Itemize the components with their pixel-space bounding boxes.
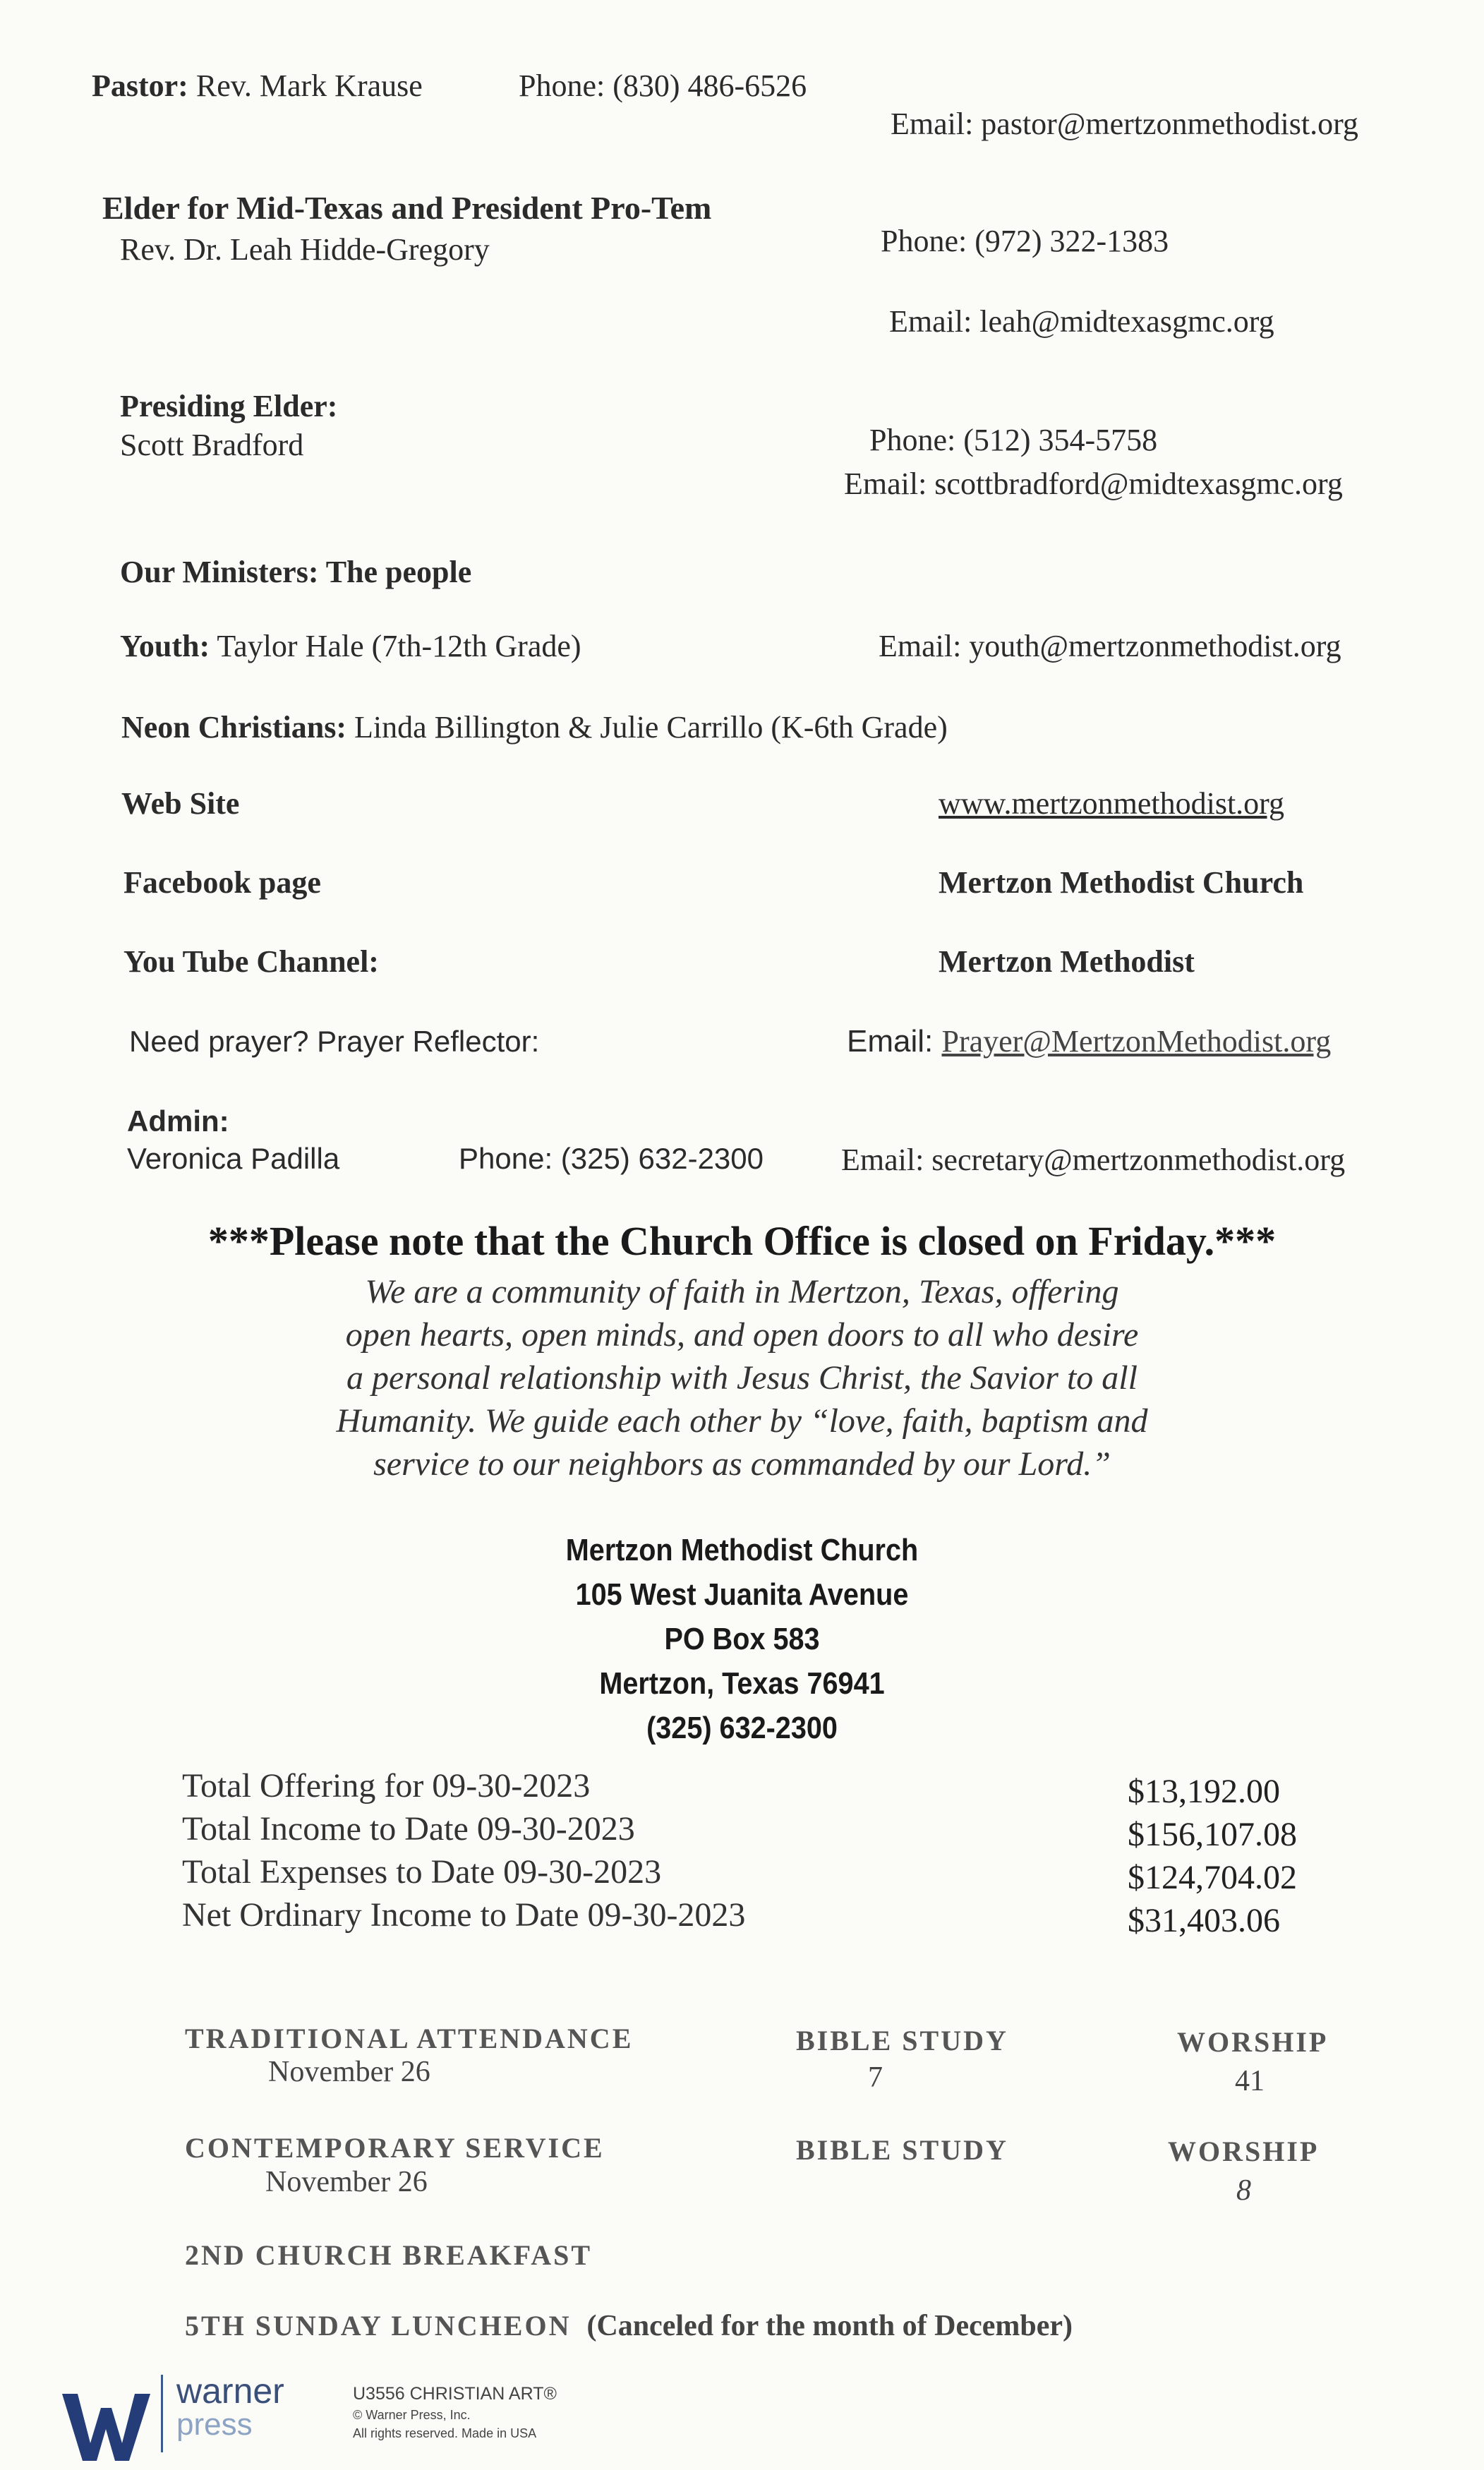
finance-value: $156,107.08	[1128, 1816, 1297, 1853]
elder-phone: Phone: (972) 322-1383	[881, 224, 1169, 258]
contemporary-bible-label: BIBLE STUDY	[796, 2134, 1008, 2166]
youth-name: Taylor Hale (7th-12th Grade)	[217, 629, 581, 663]
finance-label: Total Offering for 09-30-2023	[182, 1767, 591, 1805]
neon-names: Linda Billington & Julie Carrillo (K-6th Grade)	[354, 710, 948, 745]
address-po-box: PO Box 583	[664, 1622, 820, 1656]
address-city: Mertzon, Texas 76941	[599, 1666, 885, 1701]
elder-email: Email: leah@midtexasgmc.org	[889, 304, 1274, 339]
facebook-value: Mertzon Methodist Church	[939, 865, 1304, 900]
presiding-elder-name: Scott Bradford	[120, 428, 304, 462]
finance-value: $13,192.00	[1128, 1773, 1280, 1810]
pastor-phone: Phone: (830) 486-6526	[519, 68, 807, 103]
address-street: 105 West Juanita Avenue	[575, 1577, 909, 1612]
mission-line: open hearts, open minds, and open doors to all who desire	[345, 1316, 1139, 1354]
contemporary-date: November 26	[265, 2166, 428, 2198]
ministers-label: Our Ministers: The people	[120, 555, 472, 589]
finance-value: $124,704.02	[1128, 1859, 1297, 1896]
elder-label: Elder for Mid-Texas and President Pro-Tem	[102, 190, 712, 226]
finance-value: $31,403.06	[1128, 1902, 1280, 1939]
finance-label: Total Expenses to Date 09-30-2023	[182, 1853, 662, 1891]
contemporary-worship-label: WORSHIP	[1168, 2135, 1320, 2167]
prayer-email-link[interactable]: Prayer@MertzonMethodist.org	[941, 1024, 1332, 1059]
luncheon-note: (Canceled for the month of December)	[586, 2310, 1073, 2342]
youth-label: Youth:	[120, 629, 210, 663]
finance-label: Total Income to Date 09-30-2023	[182, 1810, 635, 1848]
admin-phone: Phone: (325) 632-2300	[459, 1142, 764, 1175]
elder-name: Rev. Dr. Leah Hidde-Gregory	[120, 232, 490, 267]
youtube-label: You Tube Channel:	[123, 944, 379, 979]
address-phone: (325) 632-2300	[646, 1711, 838, 1745]
address-church-name: Mertzon Methodist Church	[565, 1533, 919, 1567]
prayer-email-prefix: Email:	[847, 1024, 934, 1059]
copyright-line: © Warner Press, Inc.	[353, 2408, 471, 2422]
traditional-date: November 26	[268, 2056, 430, 2088]
warner-press-wordmark	[176, 2373, 284, 2440]
prayer-email-row	[847, 1023, 1331, 1059]
brand-word: warner	[176, 2371, 284, 2411]
admin-label: Admin:	[127, 1104, 229, 1138]
pastor-label: Pastor:	[92, 68, 188, 103]
rights-line: All rights reserved. Made in USA	[353, 2426, 537, 2440]
logo-divider	[161, 2375, 163, 2452]
contemporary-title: CONTEMPORARY SERVICE	[185, 2132, 605, 2164]
neon-row	[121, 709, 948, 745]
mission-line: service to our neighbors as commanded by our Lord.”	[373, 1445, 1111, 1483]
admin-email: Email: secretary@mertzonmethodist.org	[841, 1143, 1346, 1177]
website-label: Web Site	[121, 786, 240, 821]
youth-email: Email: youth@mertzonmethodist.org	[879, 629, 1341, 663]
facebook-label: Facebook page	[123, 865, 321, 900]
mission-line: Humanity. We guide each other by “love, faith, baptism and	[336, 1402, 1148, 1440]
youtube-value: Mertzon Methodist	[939, 944, 1195, 979]
admin-name: Veronica Padilla	[127, 1142, 340, 1175]
mission-line: a personal relationship with Jesus Christ, the Savior to all	[346, 1359, 1138, 1397]
pastor-row	[92, 68, 423, 104]
church-address	[74, 1528, 1410, 1750]
neon-label: Neon Christians:	[121, 710, 347, 745]
youth-row	[120, 628, 581, 664]
luncheon-row	[185, 2309, 1073, 2343]
finance-labels	[182, 1764, 745, 1936]
office-closed-notice: ***Please note that the Church Office is closed on Friday.***	[207, 1218, 1277, 1264]
presiding-elder-label: Presiding Elder:	[120, 389, 338, 423]
finance-values	[1128, 1770, 1297, 1942]
contemporary-worship-value: 8	[1236, 2174, 1251, 2207]
prayer-label: Need prayer? Prayer Reflector:	[129, 1025, 540, 1058]
traditional-bible-label: BIBLE STUDY	[796, 2025, 1008, 2056]
brand-sub: press	[176, 2407, 253, 2442]
church-breakfast: 2ND CHURCH BREAKFAST	[185, 2239, 593, 2271]
product-code: U3556 CHRISTIAN ART®	[353, 2384, 557, 2404]
traditional-bible-value: 7	[868, 2061, 883, 2094]
traditional-worship-label: WORSHIP	[1177, 2026, 1329, 2058]
mission-line: We are a community of faith in Mertzon, Texas, offering	[365, 1273, 1119, 1311]
traditional-title: TRADITIONAL ATTENDANCE	[185, 2023, 634, 2054]
traditional-worship-value: 41	[1235, 2065, 1265, 2097]
website-link[interactable]: www.mertzonmethodist.org	[939, 786, 1285, 821]
finance-label: Net Ordinary Income to Date 09-30-2023	[182, 1896, 746, 1934]
mission-statement	[0, 1270, 1484, 1486]
warner-press-w-logo-icon	[62, 2387, 154, 2464]
pastor-email: Email: pastor@mertzonmethodist.org	[891, 107, 1358, 141]
presiding-elder-email: Email: scottbradford@midtexasgmc.org	[844, 466, 1343, 501]
luncheon-title: 5TH SUNDAY LUNCHEON	[185, 2310, 572, 2342]
pastor-name: Rev. Mark Krause	[195, 68, 423, 103]
presiding-elder-phone: Phone: (512) 354-5758	[869, 423, 1158, 457]
